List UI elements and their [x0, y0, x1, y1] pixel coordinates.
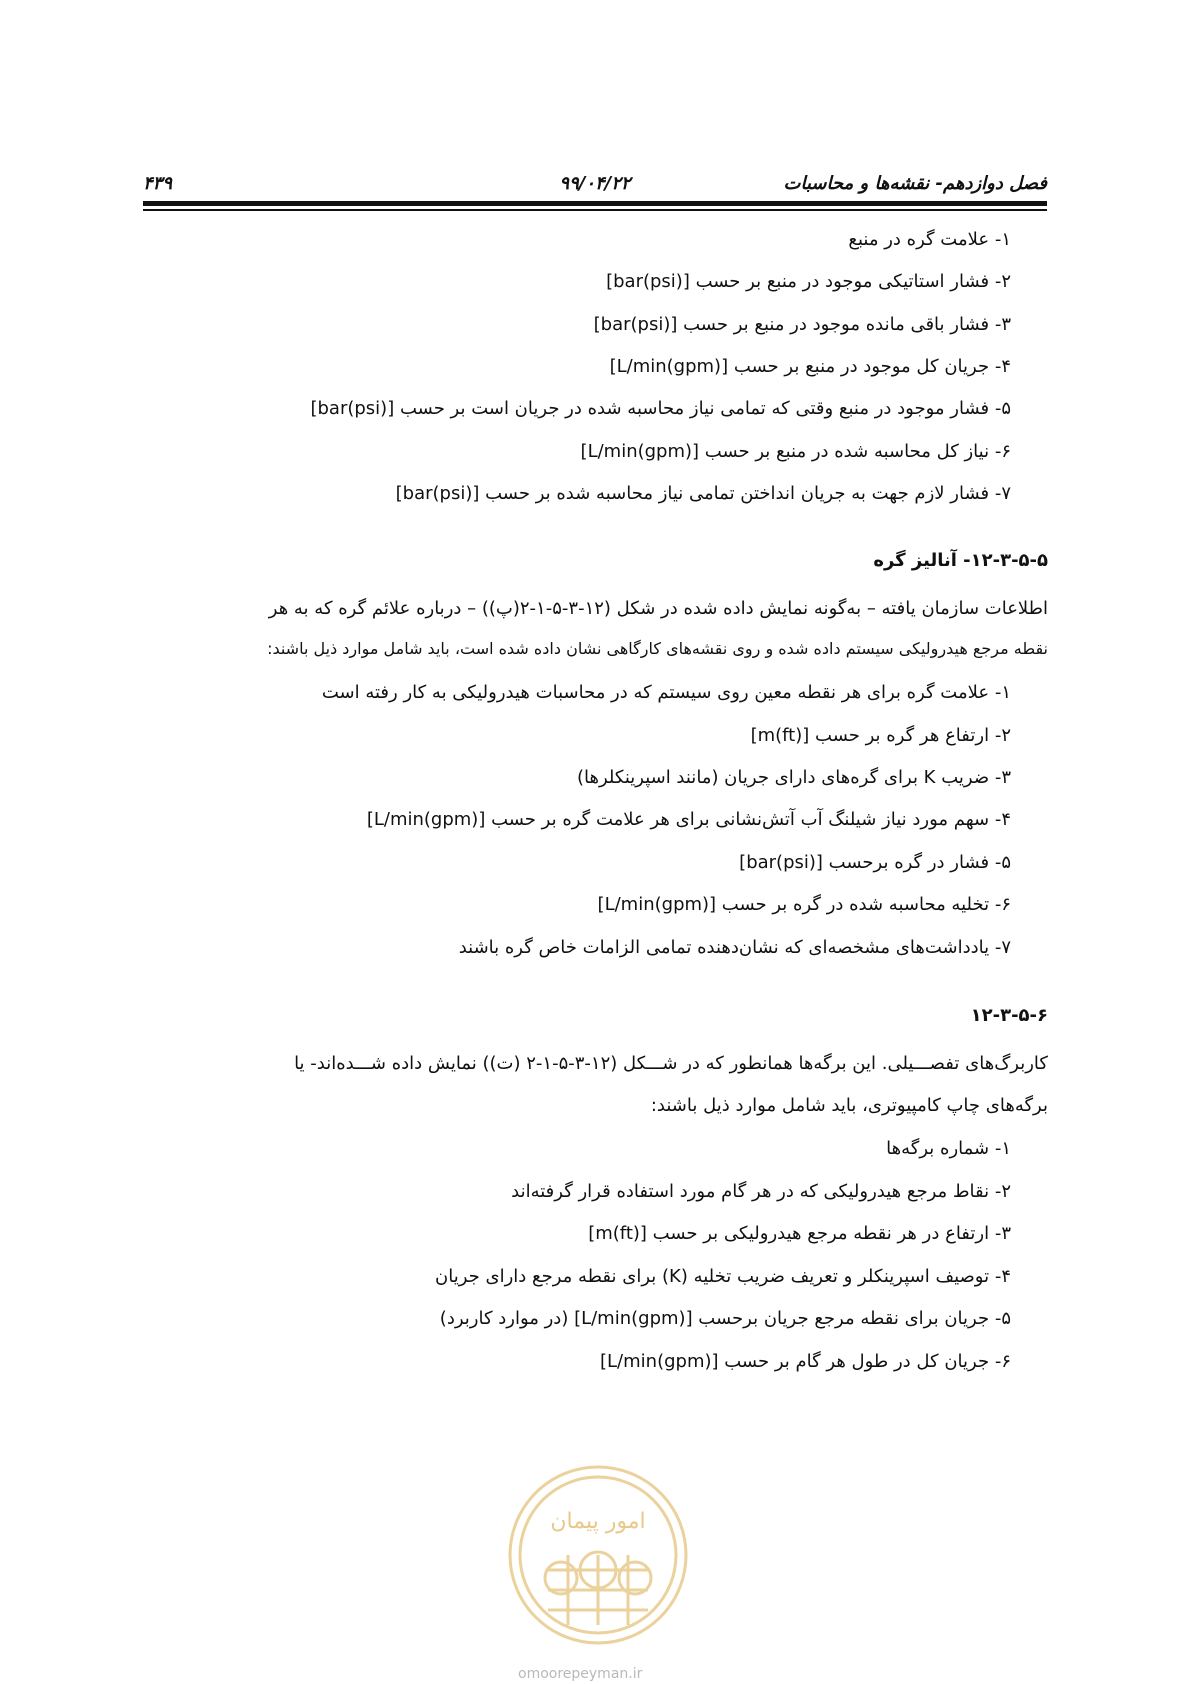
list-item: ۱- شماره برگه‌ها — [886, 1138, 1011, 1159]
watermark-logo-text: امور پیمان — [550, 1509, 646, 1534]
paragraph-line: اطلاعات سازمان یافته – به‌گونه نمایش داده شده در شکل (۱۲-۳-۵-۱-۲(پ)) – درباره علائم گره که به هر — [268, 598, 1048, 619]
list1-item: ۴- جریان کل موجود در منبع بر حسب [L/min(gpm)] — [609, 356, 1011, 377]
list-item: ۲- نقاط مرجع هیدرولیکی که در هر گام مورد استفاده قرار گرفته‌اند — [511, 1181, 1011, 1202]
list1-item: ۳- فشار باقی مانده موجود در منبع بر حسب [bar(psi)] — [593, 314, 1011, 335]
list-item: ۵- جریان برای نقطه مرجع جریان برحسب [L/min(gpm)] (در موارد کاربرد) — [439, 1308, 1011, 1329]
section-heading: ۱۲-۳-۵-۵- آنالیز گره — [873, 550, 1048, 571]
list-item: ۷- یادداشت‌های مشخصه‌ای که نشان‌دهنده تمامی الزامات خاص گره باشند — [458, 937, 1011, 958]
list-item: ۴- توصیف اسپرینکلر و تعریف ضریب تخلیه (K) برای نقطه مرجع دارای جریان — [434, 1266, 1011, 1287]
chapter-title: فصل دوازدهم- نقشه‌ها و محاسبات — [783, 173, 1047, 194]
list1-item: ۶- نیاز کل محاسبه شده در منبع بر حسب [L/min(gpm)] — [580, 441, 1011, 462]
list-item: ۳- ضریب K برای گره‌های دارای جریان (مانند اسپرینکلرها) — [576, 767, 1011, 788]
list1-item: ۵- فشار موجود در منبع وقتی که تمامی نیاز محاسبه شده در جریان است بر حسب [bar(psi)] — [310, 398, 1011, 419]
watermark-site: omoorepeyman.ir — [518, 1666, 643, 1682]
list-item: ۳- ارتفاع در هر نقطه مرجع هیدرولیکی بر حسب [m(ft)] — [588, 1223, 1011, 1244]
list1-item: ۱- علامت گره در منبع — [848, 229, 1011, 250]
section-heading: ۱۲-۳-۵-۶ — [970, 1005, 1048, 1026]
list-item: ۶- تخلیه محاسبه شده در گره بر حسب [L/min(gpm)] — [597, 894, 1011, 915]
list-item: ۵- فشار در گره برحسب [bar(psi)] — [739, 852, 1011, 873]
header-date: ۹۹/۰۴/۲۲ — [559, 173, 631, 194]
list-item: ۲- ارتفاع هر گره بر حسب [m(ft)] — [750, 725, 1011, 746]
list-item: ۱- علامت گره برای هر نقطه معین روی سیستم که در محاسبات هیدرولیکی به کار رفته است — [321, 682, 1011, 703]
page-header — [143, 173, 1047, 199]
paragraph-line: کاربرگ‌های تفصـــیلی. این برگه‌ها همانطور که در شـــکل (۱۲-۳-۵-۱-۲ (ت)) نمایش داده شـــده‌اند- یا — [294, 1053, 1048, 1074]
header-rule-thin — [143, 209, 1047, 211]
page-number: ۴۳۹ — [143, 173, 173, 194]
paragraph-line: برگه‌های چاپ کامپیوتری، باید شامل موارد ذیل باشند: — [650, 1095, 1048, 1116]
header-rule-thick — [143, 201, 1047, 206]
list-item: ۴- سهم مورد نیاز شیلنگ آب آتش‌نشانی برای هر علامت گره بر حسب [L/min(gpm)] — [366, 809, 1011, 830]
list1-item: ۷- فشار لازم جهت به جریان انداختن تمامی نیاز محاسبه شده بر حسب [bar(psi)] — [395, 483, 1011, 504]
list-item: ۶- جریان کل در طول هر گام بر حسب [L/min(gpm)] — [600, 1351, 1011, 1372]
list1-item: ۲- فشار استاتیکی موجود در منبع بر حسب [bar(psi)] — [606, 271, 1011, 292]
paragraph-line: نقطه مرجع هیدرولیکی سیستم داده شده و روی نقشه‌های کارگاهی نشان داده شده است، باید شامل موارد ذیل باشند: — [267, 639, 1048, 658]
watermark-logo-icon — [503, 1460, 693, 1650]
